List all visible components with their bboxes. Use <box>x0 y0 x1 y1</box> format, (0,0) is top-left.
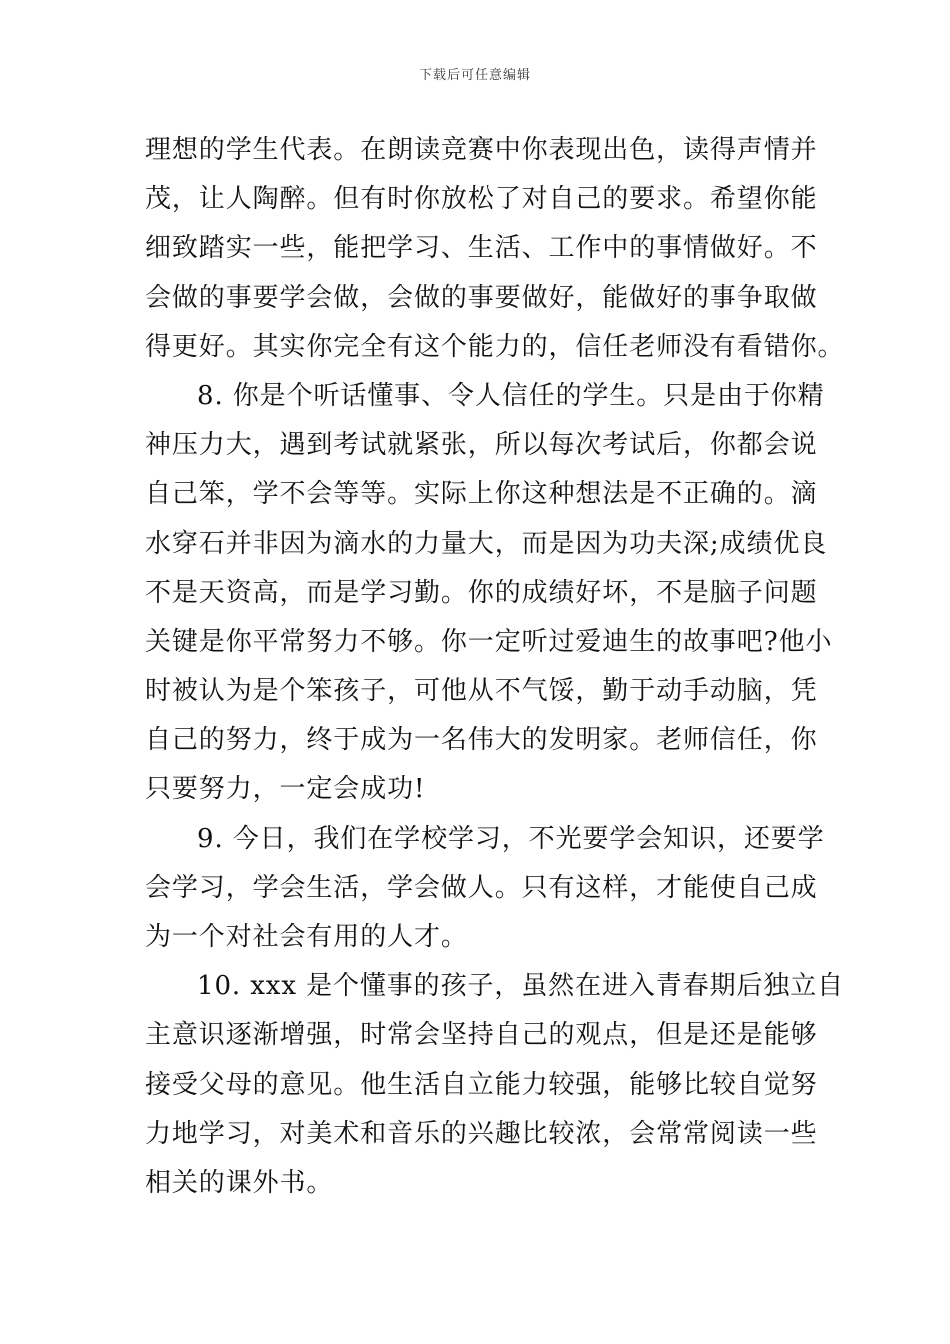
text-line: 自己笨，学不会等等。实际上你这种想法是不正确的。滴 <box>145 479 818 510</box>
page-header: 下载后可任意编辑 <box>418 68 531 83</box>
paragraph-9 <box>145 815 825 963</box>
text-line: 时被认为是个笨孩子，可他从不气馁，勤于动手动脑，凭 <box>145 676 818 707</box>
text-line: 神压力大，遇到考试就紧张，所以每次考试后，你都会说 <box>145 430 818 461</box>
paragraph-8 <box>145 372 833 815</box>
text-line: 会学习，学会生活，学会做人。只有这样，才能使自己成 <box>145 872 818 903</box>
text-line: 细致踏实一些，能把学习、生活、工作中的事情做好。不 <box>145 233 818 264</box>
document-body <box>145 126 845 1208</box>
text-line: 8. 你是个听话懂事、令人信任的学生。只是由于你精 <box>197 380 825 411</box>
paragraph-10 <box>145 962 845 1208</box>
text-line: 9. 今日，我们在学校学习，不光要学会知识，还要学 <box>197 823 825 854</box>
text-line: 得更好。其实你完全有这个能力的，信任老师没有看错你。 <box>145 331 845 362</box>
text-line: 10. xxx 是个懂事的孩子，虽然在进入青春期后独立自 <box>197 971 845 1002</box>
text-line: 主意识逐渐增强，时常会坚持自己的观点，但是还是能够 <box>145 1020 818 1051</box>
text-line: 为一个对社会有用的人才。 <box>145 922 468 952</box>
paragraph-1 <box>145 126 845 372</box>
text-line: 相关的课外书。 <box>145 1167 334 1198</box>
text-line: 接受父母的意见。他生活自立能力较强，能够比较自觉努 <box>145 1069 818 1100</box>
text-line: 茂，让人陶醉。但有时你放松了对自己的要求。希望你能 <box>145 184 818 215</box>
text-line: 水穿石并非因为滴水的力量大，而是因为功夫深;成绩优良 <box>145 528 828 559</box>
text-line: 力地学习，对美术和音乐的兴趣比较浓，会常常阅读一些 <box>145 1118 818 1149</box>
text-line: 不是天资高，而是学习勤。你的成绩好坏，不是脑子问题 <box>145 577 818 608</box>
text-line: 会做的事要学会做，会做的事要做好，能做好的事争取做 <box>145 282 818 313</box>
text-line: 关键是你平常努力不够。你一定听过爱迪生的故事吧?他小 <box>145 626 833 657</box>
text-line: 自己的努力，终于成为一名伟大的发明家。老师信任，你 <box>145 725 818 756</box>
text-line: 理想的学生代表。在朗读竞赛中你表现出色，读得声情并 <box>145 135 818 165</box>
text-line: 只要努力，一定会成功! <box>145 774 426 805</box>
